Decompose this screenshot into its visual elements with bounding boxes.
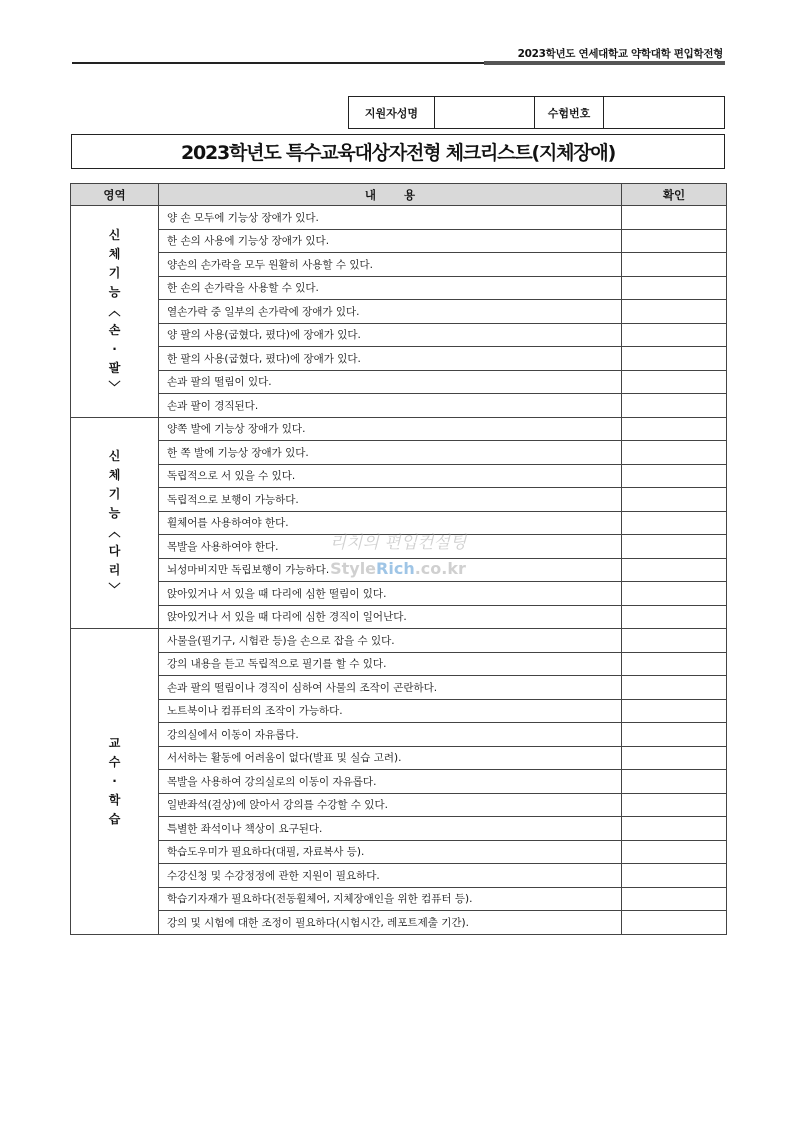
area-label-char: · [112, 341, 117, 356]
checklist-row [71, 535, 727, 559]
area-label-char: 능 [108, 284, 121, 299]
check-cell[interactable] [622, 347, 727, 371]
exam-number-field[interactable] [604, 97, 724, 128]
checklist-row [71, 676, 727, 700]
area-label-vertical [108, 447, 120, 599]
checklist-item-text: 한 팔의 사용(굽혔다, 폈다)에 장애가 있다. [159, 347, 622, 371]
area-label-char: 수 [108, 754, 121, 769]
area-label-char: 팔 [108, 360, 121, 375]
check-cell[interactable] [622, 652, 727, 676]
area-label-char: ﹀ [108, 581, 121, 596]
checklist-body [71, 206, 727, 935]
checklist-row [71, 417, 727, 441]
checklist-item-text: 일반좌석(걸상)에 앉아서 강의를 수강할 수 있다. [159, 793, 622, 817]
area-label-char: ︿ [108, 303, 121, 318]
checklist-item-text: 강의실에서 이동이 자유롭다. [159, 723, 622, 747]
check-cell[interactable] [622, 394, 727, 418]
check-cell[interactable] [622, 605, 727, 629]
check-cell[interactable] [622, 582, 727, 606]
check-cell[interactable] [622, 276, 727, 300]
area-label-char: 손 [108, 322, 121, 337]
header-content: 내 용 [159, 184, 622, 206]
checklist-row [71, 699, 727, 723]
area-label-char: 능 [108, 505, 121, 520]
checklist-row [71, 323, 727, 347]
check-cell[interactable] [622, 417, 727, 441]
checklist-row [71, 817, 727, 841]
area-label-char: 신 [108, 227, 121, 242]
checklist-item-text: 뇌성마비지만 독립보행이 가능하다. [159, 558, 622, 582]
checklist-row [71, 770, 727, 794]
check-cell[interactable] [622, 253, 727, 277]
check-cell[interactable] [622, 206, 727, 230]
checklist-row [71, 394, 727, 418]
area-label-char: 신 [108, 448, 121, 463]
checklist-row [71, 511, 727, 535]
area-label-char: · [112, 773, 117, 788]
watermark-part-a: Style [330, 559, 377, 578]
header-area: 영역 [71, 184, 159, 206]
checklist-item-text: 강의 내용을 듣고 독립적으로 필기를 할 수 있다. [159, 652, 622, 676]
checklist-item-text: 양 팔의 사용(굽혔다, 폈다)에 장애가 있다. [159, 323, 622, 347]
running-header-title: 2023학년도 연세대학교 약학대학 편입학전형 [517, 48, 723, 60]
header-check: 확인 [622, 184, 727, 206]
watermark-line1: 리치의 편입컨설팅 [329, 533, 467, 553]
checklist-item-text: 양쪽 발에 기능상 장애가 있다. [159, 417, 622, 441]
area-label-vertical [109, 734, 121, 829]
exam-number-label: 수험번호 [535, 97, 604, 128]
checklist-row [71, 347, 727, 371]
checklist-row [71, 887, 727, 911]
checklist-item-text: 특별한 좌석이나 책상이 요구된다. [159, 817, 622, 841]
check-cell[interactable] [622, 864, 727, 888]
checklist-row [71, 746, 727, 770]
area-label-vertical [108, 226, 120, 397]
checklist-item-text: 한 손의 손가락을 사용할 수 있다. [159, 276, 622, 300]
checklist-row [71, 276, 727, 300]
checklist-item-text: 손과 팔의 떨림이나 경직이 심하여 사물의 조작이 곤란하다. [159, 676, 622, 700]
checklist-item-text: 양손의 손가락을 모두 원활히 사용할 수 있다. [159, 253, 622, 277]
checklist-item-text: 독립적으로 서 있을 수 있다. [159, 464, 622, 488]
checklist-row [71, 229, 727, 253]
area-label-char: 리 [108, 562, 121, 577]
checklist-item-text: 손과 팔의 떨림이 있다. [159, 370, 622, 394]
checklist-row [71, 558, 727, 582]
check-cell[interactable] [622, 746, 727, 770]
area-label-char: 교 [108, 735, 121, 750]
check-cell[interactable] [622, 840, 727, 864]
checklist-table [70, 183, 727, 935]
checklist-row [71, 582, 727, 606]
check-cell[interactable] [622, 535, 727, 559]
checklist-item-text: 양 손 모두에 기능상 장애가 있다. [159, 206, 622, 230]
check-cell[interactable] [622, 370, 727, 394]
header-rule-accent [484, 61, 725, 65]
checklist-row [71, 793, 727, 817]
area-cell [71, 629, 159, 935]
watermark-part-c: .co.kr [414, 559, 466, 578]
check-cell[interactable] [622, 887, 727, 911]
checklist-item-text: 열손가락 중 일부의 손가락에 장애가 있다. [159, 300, 622, 324]
area-label-char: ︿ [108, 524, 121, 539]
check-cell[interactable] [622, 770, 727, 794]
applicant-name-label: 지원자성명 [349, 97, 435, 128]
checklist-item-text: 수강신청 및 수강정정에 관한 지원이 필요하다. [159, 864, 622, 888]
checklist-row [71, 652, 727, 676]
area-label-char: 학 [108, 792, 121, 807]
area-label-char: 체 [108, 467, 121, 482]
check-cell[interactable] [622, 558, 727, 582]
applicant-name-field[interactable] [435, 97, 535, 128]
document-title: 2023학년도 특수교육대상자전형 체크리스트(지체장애) [71, 134, 725, 169]
check-cell[interactable] [622, 911, 727, 935]
checklist-row [71, 370, 727, 394]
checklist-item-text: 노트북이나 컴퓨터의 조작이 가능하다. [159, 699, 622, 723]
checklist-item-text: 휠체어를 사용하여야 한다. [159, 511, 622, 535]
check-cell[interactable] [622, 793, 727, 817]
area-label-char: 기 [108, 486, 121, 501]
check-cell[interactable] [622, 699, 727, 723]
checklist-item-text: 서서하는 활동에 어려움이 없다(발표 및 실습 고려). [159, 746, 622, 770]
table-header-row [71, 184, 727, 206]
check-cell[interactable] [622, 723, 727, 747]
check-cell[interactable] [622, 323, 727, 347]
check-cell[interactable] [622, 229, 727, 253]
check-cell[interactable] [622, 817, 727, 841]
checklist-item-text: 독립적으로 보행이 가능하다. [159, 488, 622, 512]
checklist-item-text: 학습기자재가 필요하다(전동휠체어, 지체장애인을 위한 컴퓨터 등). [159, 887, 622, 911]
checklist-item-text: 목발을 사용하여야 한다. [159, 535, 622, 559]
checklist-item-text: 한 쪽 발에 기능상 장애가 있다. [159, 441, 622, 465]
checklist-row [71, 206, 727, 230]
checklist-row [71, 464, 727, 488]
area-label-char: 체 [108, 246, 121, 261]
area-label-char: 기 [108, 265, 121, 280]
checklist-item-text: 목발을 사용하여 강의실로의 이동이 자유롭다. [159, 770, 622, 794]
area-label-char: 습 [108, 811, 121, 826]
checklist-item-text: 한 손의 사용에 기능상 장애가 있다. [159, 229, 622, 253]
checklist-row [71, 840, 727, 864]
check-cell[interactable] [622, 488, 727, 512]
checklist-row [71, 864, 727, 888]
check-cell[interactable] [622, 511, 727, 535]
check-cell[interactable] [622, 464, 727, 488]
check-cell[interactable] [622, 676, 727, 700]
checklist-item-text: 앉아있거나 서 있을 때 다리에 심한 떨림이 있다. [159, 582, 622, 606]
check-cell[interactable] [622, 441, 727, 465]
checklist-item-text: 사물을(필기구, 시험관 등)을 손으로 잡을 수 있다. [159, 629, 622, 653]
checklist-row [71, 300, 727, 324]
area-label-char: ﹀ [108, 379, 121, 394]
checklist-row [71, 253, 727, 277]
applicant-info-box [348, 96, 725, 129]
checklist-item-text: 손과 팔이 경직된다. [159, 394, 622, 418]
area-cell [71, 417, 159, 629]
checklist-row [71, 605, 727, 629]
area-cell [71, 206, 159, 418]
check-cell[interactable] [622, 300, 727, 324]
checklist-item-text: 학습도우미가 필요하다(대필, 자료복사 등). [159, 840, 622, 864]
checklist-item-text: 앉아있거나 서 있을 때 다리에 심한 경직이 일어난다. [159, 605, 622, 629]
checklist-row [71, 723, 727, 747]
checklist-row [71, 911, 727, 935]
checklist-row [71, 441, 727, 465]
check-cell[interactable] [622, 629, 727, 653]
watermark-part-b: Rich [376, 559, 415, 578]
checklist-item-text: 강의 및 시험에 대한 조정이 필요하다(시험시간, 레포트제출 기간). [159, 911, 622, 935]
checklist-row [71, 488, 727, 512]
area-label-char: 다 [108, 543, 121, 558]
checklist-row [71, 629, 727, 653]
